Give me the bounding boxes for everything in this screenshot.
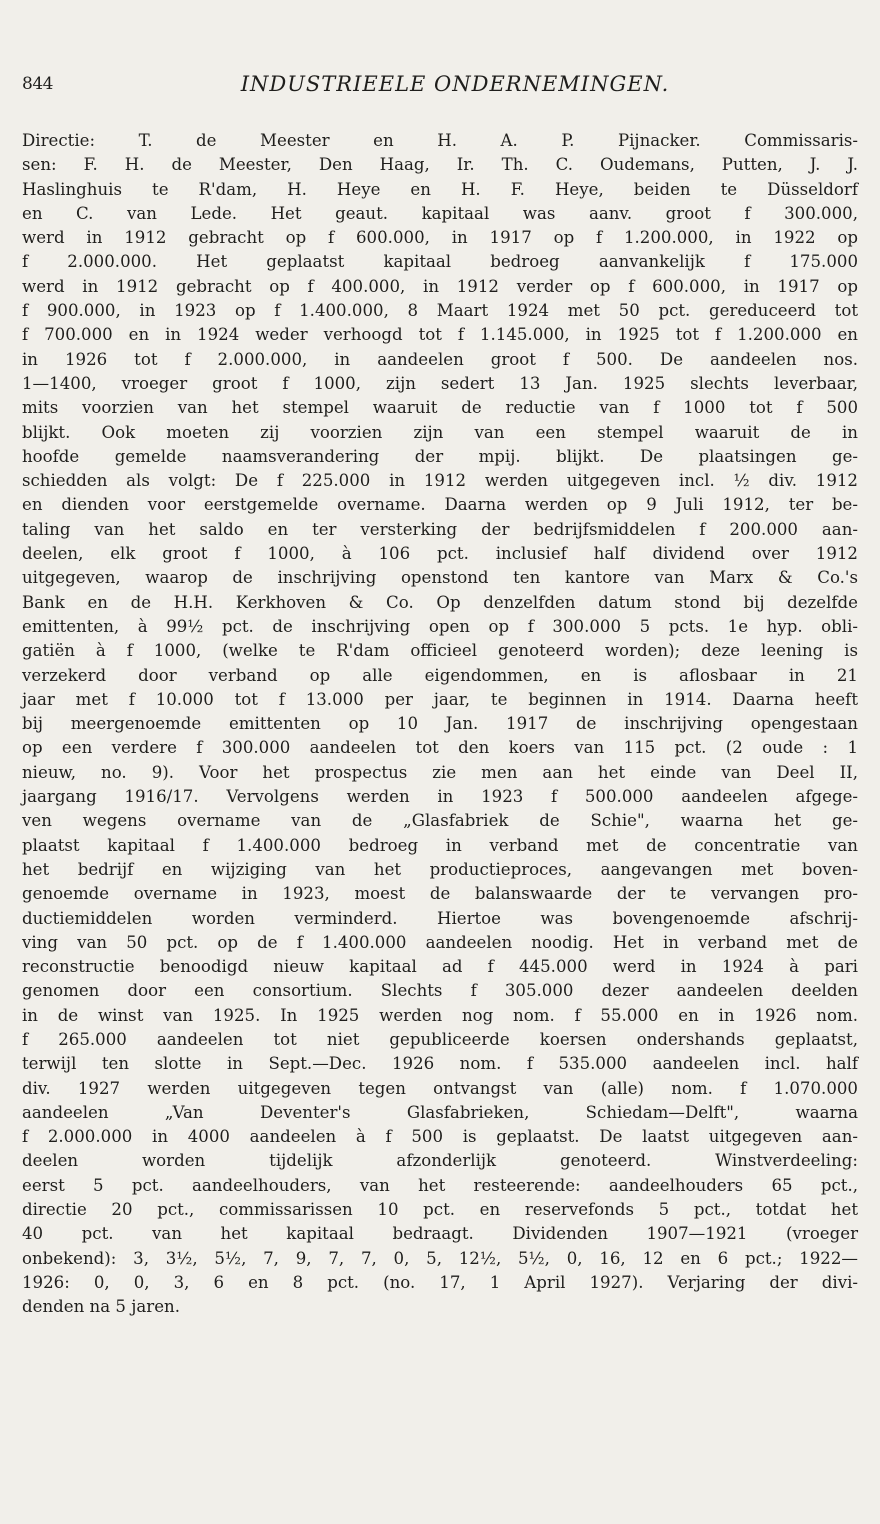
text-line: genomen door een consortium. Slechts f 305.000 dezer aandeelen deelden	[22, 981, 858, 1001]
text-line: genoemde overname in 1923, moest de balanswaarde der te vervangen pro-	[22, 884, 858, 904]
text-line: denden na 5 jaren.	[22, 1297, 180, 1317]
text-line: in de winst van 1925. In 1925 werden nog nom. f 55.000 en in 1926 nom.	[22, 1005, 858, 1025]
text-line: ven wegens overname van de „Glasfabriek de Schie", waarna het ge-	[22, 811, 858, 831]
text-line: het bedrijf en wijziging van het productieproces, aangevangen met boven-	[22, 859, 858, 879]
text-line: 1—1400, vroeger groot f 1000, zijn sedert 13 Jan. 1925 slechts leverbaar,	[22, 373, 858, 393]
text-line: f 2.000.000. Het geplaatst kapitaal bedroeg aanvankelijk f 175.000	[22, 252, 858, 272]
text-line: deelen, elk groot f 1000, à 106 pct. inclusief half dividend over 1912	[22, 544, 858, 564]
text-line: Bank en de H.H. Kerkhoven & Co. Op denzelfden datum stond bij dezelfde	[22, 592, 858, 612]
text-line: f 700.000 en in 1924 weder verhoogd tot f 1.145.000, in 1925 tot f 1.200.000 en	[22, 325, 858, 345]
text-line: emittenten, à 99½ pct. de inschrijving open op f 300.000 5 pcts. 1e hyp. obli-	[22, 616, 858, 636]
text-line: in 1926 tot f 2.000.000, in aandeelen groot f 500. De aandeelen nos.	[22, 349, 858, 369]
text-line: Haslinghuis te R'dam, H. Heye en H. F. Heye, beiden te Düsseldorf	[22, 179, 858, 199]
text-line: mits voorzien van het stempel waaruit de reductie van f 1000 tot f 500	[22, 398, 858, 418]
text-line: schiedden als volgt: De f 225.000 in 1912 werden uitgegeven incl. ½ div. 1912	[22, 471, 858, 491]
text-line: blijkt. Ook moeten zij voorzien zijn van een stempel waaruit de in	[22, 422, 858, 442]
text-line: terwijl ten slotte in Sept.—Dec. 1926 nom. f 535.000 aandeelen incl. half	[22, 1054, 858, 1074]
text-line: taling van het saldo en ter versterking der bedrijfsmiddelen f 200.000 aan-	[22, 519, 858, 539]
text-line: aandeelen „Van Deventer's Glasfabrieken, Schiedam—Delft", waarna	[22, 1102, 858, 1122]
text-line: en C. van Lede. Het geaut. kapitaal was aanv. groot f 300.000,	[22, 203, 858, 223]
text-line: nieuw, no. 9). Voor het prospectus zie men aan het einde van Deel II,	[22, 762, 858, 782]
text-line: verzekerd door verband op alle eigendommen, en is aflosbaar in 21	[22, 665, 858, 685]
running-title: INDUSTRIEELE ONDERNEMINGEN.	[240, 72, 670, 96]
text-line: hoofde gemelde naamsverandering der mpij. blijkt. De plaatsingen ge-	[22, 446, 858, 466]
text-line: f 265.000 aandeelen tot niet gepubliceerde koersen ondershands geplaatst,	[22, 1029, 858, 1049]
text-line: op een verdere f 300.000 aandeelen tot den koers van 115 pct. (2 oude : 1	[22, 738, 858, 758]
page-number: 844	[22, 74, 53, 94]
body-paragraph	[22, 129, 858, 1320]
text-line: jaar met f 10.000 tot f 13.000 per jaar, te beginnen in 1914. Daarna heeft	[22, 689, 858, 709]
text-line: werd in 1912 gebracht op f 600.000, in 1917 op f 1.200.000, in 1922 op	[22, 228, 858, 248]
text-line: eerst 5 pct. aandeelhouders, van het resteerende: aandeelhouders 65 pct.,	[22, 1175, 858, 1195]
text-line: ving van 50 pct. op de f 1.400.000 aandeelen noodig. Het in verband met de	[22, 932, 858, 952]
text-line: werd in 1912 gebracht op f 400.000, in 1912 verder op f 600.000, in 1917 op	[22, 276, 858, 296]
text-line: deelen worden tijdelijk afzonderlijk genoteerd. Winstverdeeling:	[22, 1151, 858, 1171]
page-header	[22, 72, 858, 104]
text-line: gatiën à f 1000, (welke te R'dam officieel genoteerd worden); deze leening is	[22, 641, 858, 661]
text-line: f 2.000.000 in 4000 aandeelen à f 500 is geplaatst. De laatst uitgegeven aan-	[22, 1127, 858, 1147]
text-line: ductiemiddelen worden verminderd. Hiertoe was bovengenoemde afschrij-	[22, 908, 858, 928]
text-line: 1926: 0, 0, 3, 6 en 8 pct. (no. 17, 1 April 1927). Verjaring der divi-	[22, 1272, 858, 1292]
text-line: div. 1927 werden uitgegeven tegen ontvangst van (alle) nom. f 1.070.000	[22, 1078, 858, 1098]
text-line: bij meergenoemde emittenten op 10 Jan. 1917 de inschrijving opengestaan	[22, 714, 858, 734]
text-line: uitgegeven, waarop de inschrijving openstond ten kantore van Marx & Co.'s	[22, 568, 858, 588]
text-line: 40 pct. van het kapitaal bedraagt. Dividenden 1907—1921 (vroeger	[22, 1224, 858, 1244]
text-line: sen: F. H. de Meester, Den Haag, Ir. Th. C. Oudemans, Putten, J. J.	[22, 155, 858, 175]
text-line: onbekend): 3, 3½, 5½, 7, 9, 7, 7, 0, 5, 12½, 5½, 0, 16, 12 en 6 pct.; 1922—	[22, 1248, 858, 1268]
text-line: reconstructie benoodigd nieuw kapitaal ad f 445.000 werd in 1924 à pari	[22, 957, 858, 977]
text-line: en dienden voor eerstgemelde overname. Daarna werden op 9 Juli 1912, ter be-	[22, 495, 858, 515]
text-line: f 900.000, in 1923 op f 1.400.000, 8 Maart 1924 met 50 pct. gereduceerd tot	[22, 301, 858, 321]
text-line: directie 20 pct., commissarissen 10 pct. en reservefonds 5 pct., totdat het	[22, 1200, 858, 1220]
text-line: Directie: T. de Meester en H. A. P. Pijnacker. Commissaris-	[22, 131, 858, 150]
text-line: plaatst kapitaal f 1.400.000 bedroeg in verband met de concentratie van	[22, 835, 858, 855]
text-line: jaargang 1916/17. Vervolgens werden in 1923 f 500.000 aandeelen afgege-	[22, 787, 858, 807]
